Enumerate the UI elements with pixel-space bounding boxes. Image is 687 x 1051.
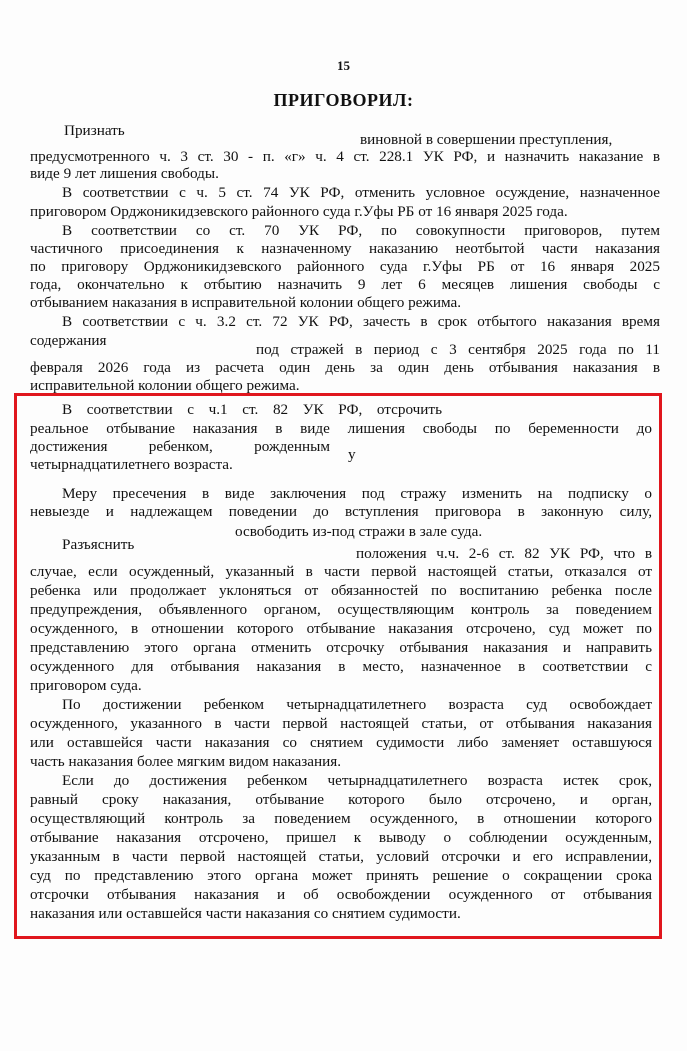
text-line: суд по представлению этого органа может принять решение о сокращении срока bbox=[30, 867, 652, 884]
text-line: по приговору Орджоникидзевского районного суда г.Уфы РБ от 16 января 2025 bbox=[30, 258, 660, 275]
text-line: осуществляющий контроль за поведением осужденного, в отношении которого bbox=[30, 810, 652, 827]
text-line: отбыванием наказания в исправительной колонии общего режима. bbox=[30, 294, 462, 311]
text-line: освободить из-под стражи в зале суда. bbox=[235, 523, 483, 540]
text-line: В соответствии с ч.1 ст. 82 УК РФ, отсрочить bbox=[62, 401, 442, 418]
text-line: осужденного, в отношении которого отбывание наказания отсрочено, суд может по bbox=[30, 620, 652, 637]
text-line: В соответствии со ст. 70 УК РФ, по совокупности приговоров, путем bbox=[62, 222, 660, 239]
text-line: часть наказания более мягким видом наказания. bbox=[30, 753, 342, 770]
text-line: достижения ребенком, рожденным bbox=[30, 438, 330, 455]
page-number: 15 bbox=[337, 58, 350, 73]
text-line: под стражей в период с 3 сентября 2025 года по 11 bbox=[256, 341, 660, 358]
text-line: отсрочки отбывания наказания и об освобождении осужденного от отбывания bbox=[30, 886, 652, 903]
text-line: осужденного для отбывания наказания в место, назначенное в соответствии с bbox=[30, 658, 652, 675]
text-line: приговором Орджоникидзевского районного суда г.Уфы РБ от 16 января 2025 года. bbox=[30, 203, 568, 220]
text-line: или оставшейся части наказания со снятием судимости либо заменяет оставшуюся bbox=[30, 734, 652, 751]
verdict-heading: ПРИГОВОРИЛ: bbox=[273, 90, 414, 110]
text-line: частичного присоединения к назначенному наказанию неотбытой части наказания bbox=[30, 240, 660, 257]
text-line: виде 9 лет лишения свободы. bbox=[30, 165, 219, 182]
text-line: виновной в совершении преступления, bbox=[360, 131, 613, 148]
text-line: наказания или оставшейся части наказания со снятием судимости. bbox=[30, 905, 461, 922]
text-line: ребенка или продолжает уклоняться от обязанностей по воспитанию ребенка после bbox=[30, 582, 652, 599]
text-line: осужденного, указанного в части первой настоящей статьи, от отбывания наказания bbox=[30, 715, 652, 732]
text-line: приговором суда. bbox=[30, 677, 142, 694]
text-line: содержания bbox=[30, 332, 107, 349]
text-line: февраля 2026 года из расчета один день за один день отбывания наказания в bbox=[30, 359, 660, 376]
text-line: исправительной колонии общего режима. bbox=[30, 377, 300, 394]
text-line: случае, если осужденный, указанный в части первой настоящей статьи, отказался от bbox=[30, 563, 652, 580]
text-line: положения ч.ч. 2-6 ст. 82 УК РФ, что в bbox=[356, 545, 652, 562]
text-line: предупреждения, объявленного органом, осуществляющим контроль за поведением bbox=[30, 601, 652, 618]
text-line: По достижении ребенком четырнадцатилетнего возраста суд освобождает bbox=[62, 696, 652, 713]
text-line: года, окончательно к отбытию назначить 9 лет 6 месяцев лишения свободы с bbox=[30, 276, 660, 293]
text-line: Признать bbox=[64, 122, 125, 139]
text-line: реальное отбывание наказания в виде лишения свободы по беременности до bbox=[30, 420, 652, 437]
text-line: указанным в части первой настоящей статьи, условий отсрочки и его исправлении, bbox=[30, 848, 652, 865]
text-line: Разъяснить bbox=[62, 536, 135, 553]
text-line: Если до достижения ребенком четырнадцатилетнего возраста истек срок, bbox=[62, 772, 652, 789]
text-line: Меру пресечения в виде заключения под стражу изменить на подписку о bbox=[62, 485, 652, 502]
text-line: четырнадцатилетнего возраста. bbox=[30, 456, 233, 473]
text-line: предусмотренного ч. 3 ст. 30 - п. «г» ч. 4 ст. 228.1 УК РФ, и назначить наказание в bbox=[30, 148, 660, 165]
text-line: отбывание наказания отсрочено, пришел к выводу о соблюдении осужденным, bbox=[30, 829, 652, 846]
text-line: невыезде и надлежащем поведении до вступления приговора в законную силу, bbox=[30, 503, 652, 520]
text-line: равный сроку наказания, отбывание которого было отсрочено, и орган, bbox=[30, 791, 652, 808]
text-line: у bbox=[348, 446, 356, 463]
text-line: В соответствии с ч. 3.2 ст. 72 УК РФ, зачесть в срок отбытого наказания время bbox=[62, 313, 660, 330]
text-line: представлению этого органа отменить отсрочку отбывания наказания и направить bbox=[30, 639, 652, 656]
text-line: В соответствии с ч. 5 ст. 74 УК РФ, отменить условное осуждение, назначенное bbox=[62, 184, 660, 201]
